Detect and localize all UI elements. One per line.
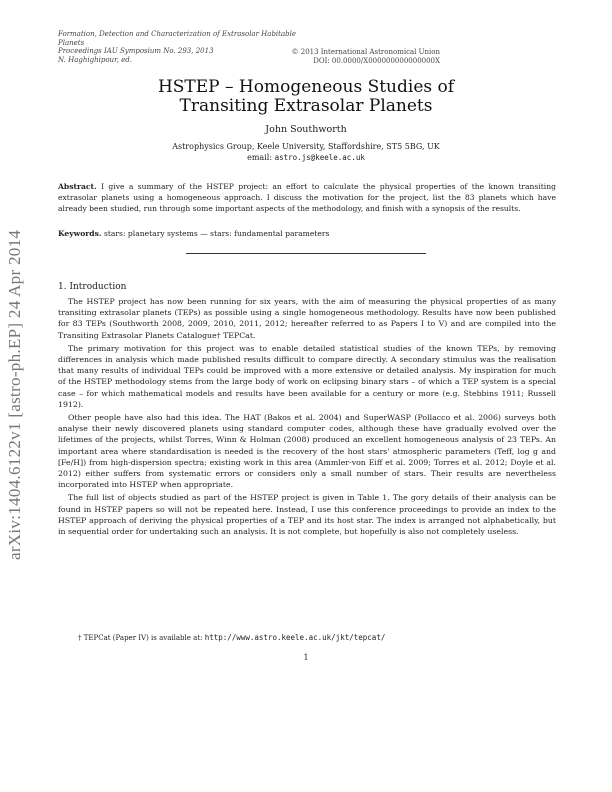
arxiv-stamp: arXiv:1404.6122v1 [astro-ph.EP] 24 Apr 2014 bbox=[5, 229, 24, 560]
email-address[interactable]: astro.js@keele.ac.uk bbox=[274, 153, 365, 162]
paragraph: The full list of objects studied as part of the HSTEP project is given in Table 1. The gory details of their analysis can be found in HSTEP papers so will not be repeated here. Instead, I use this conference proceedings to provide an index to the HSTEP approach of deriving the physical properties of a TEP and its host star. The index is arranged not alphabetically, but in sequential order for undertaking such an analysis. It is not complete, but hopefully is also not completely useless. bbox=[58, 493, 556, 537]
divider-rule bbox=[186, 253, 426, 254]
introduction-body bbox=[58, 296, 556, 539]
abstract-label: Abstract. bbox=[58, 182, 97, 191]
copyright-text: © 2013 International Astronomical Union bbox=[291, 48, 440, 56]
header-line-4: N. Haghighipour, ed. bbox=[58, 55, 132, 64]
keywords-text: stars: planetary systems — stars: fundamental parameters bbox=[103, 229, 330, 238]
author-name: John Southworth bbox=[265, 124, 347, 135]
email-label: email: bbox=[247, 153, 273, 162]
abstract bbox=[58, 181, 556, 214]
footnote bbox=[78, 633, 385, 642]
paragraph: Other people have also had this idea. The HAT (Bakos et al. 2004) and SuperWASP (Pollacco et al. 2006) surveys both analyse their newly discovered planets using standard computer codes, although these have gradually evolved over the lifetimes of the projects, whilst Torres, Winn & Holman (2008) produced an excellent homogeneous analysis of 23 TEPs. An important area where standardisation is needed is the recovery of the host stars' atmospheric parameters (Teff, log g and [Fe/H]) from high-dispersion spectra; existing work in this area (Ammler-von Eiff et al. 2009; Torres et al. 2012; Doyle et al. 2012) either suffers from systematic errors or considers only a small number of stars. Their results are nevertheless incorporated into HSTEP when appropriate. bbox=[58, 413, 556, 490]
keywords-label: Keywords. bbox=[58, 229, 102, 238]
title-line-1: HSTEP – Homogeneous Studies of bbox=[157, 77, 455, 97]
title-line-2: Transiting Extrasolar Planets bbox=[179, 96, 433, 116]
footnote-text: † TEPCat (Paper IV) is available at: bbox=[78, 634, 203, 642]
abstract-text: I give a summary of the HSTEP project: an effort to calculate the physical properties of the known transiting extrasolar planets using a homogeneous approach. I discuss the motivation for the project, list the 83 planets which have already been studied, run through some important aspects of the methodology, and finish with a synopsis of the results. bbox=[58, 182, 556, 213]
email-line bbox=[58, 152, 554, 163]
affiliation-block bbox=[58, 141, 554, 163]
header-line-1: Formation, Detection and Characterization of Extrasolar Habitable bbox=[58, 30, 297, 38]
affiliation: Astrophysics Group, Keele University, Staffordshire, ST5 5BG, UK bbox=[172, 142, 440, 151]
copyright-block bbox=[292, 48, 440, 65]
paragraph: The HSTEP project has now been running for six years, with the aim of measuring the physical properties of as many transiting extrasolar planets (TEPs) as possible using a single homogeneous methodology. Results have now been published for 83 TEPs (Southworth 2008, 2009, 2010, 2011, 2012; hereafter referred to as Papers I to V) and are compiled into the Transiting Extrasolar Planets Catalogue† TEPCat. bbox=[58, 297, 556, 340]
header-line-3: Proceedings IAU Symposium No. 293, 2013 bbox=[58, 47, 214, 55]
keywords bbox=[58, 229, 556, 238]
paragraph: The primary motivation for this project was to enable detailed statistical studies of the known TEPs, by removing differences in analysis which made published results difficult to compare directly. A secondary stimulus was the realisation that many results of individual TEPs could be improved with a more extensive or detailed analysis. My inspiration for much of the HSTEP methodology stems from the large body of work on eclipsing binary stars – of which a TEP system is a special case – for which mathematical models and results have been available for a century or more (e.g. Stebbins 1911; Russell 1912). bbox=[58, 343, 556, 409]
footnote-url[interactable]: http://www.astro.keele.ac.uk/jkt/tepcat/ bbox=[204, 633, 386, 642]
paper-title bbox=[58, 78, 554, 116]
doi-text: DOI: 00.0000/X000000000000000X bbox=[313, 56, 440, 65]
header-line-2: Planets bbox=[58, 38, 85, 47]
page-number: 1 bbox=[303, 653, 309, 662]
section-heading: 1. Introduction bbox=[58, 282, 127, 292]
